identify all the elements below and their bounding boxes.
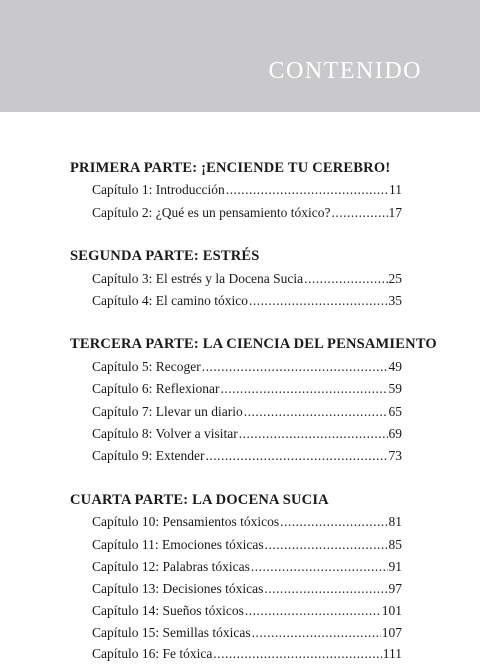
chapter-label: Capítulo 9: Extender: [92, 448, 205, 463]
chapter-entry[interactable]: [92, 537, 402, 553]
chapter-label: Capítulo 13: Decisiones tóxicas: [92, 581, 264, 596]
dot-leader: [244, 404, 388, 420]
chapter-page: 101: [381, 603, 402, 618]
chapter-entry[interactable]: [92, 404, 402, 420]
header-band: [0, 0, 480, 112]
chapter-entry[interactable]: [92, 581, 402, 597]
chapter-entry[interactable]: [92, 205, 402, 221]
chapter-entry[interactable]: [92, 559, 402, 575]
chapter-page: 97: [388, 581, 402, 596]
chapter-label: Capítulo 4: El camino tóxico: [92, 293, 248, 308]
page-title: CONTENIDO: [268, 58, 422, 84]
chapter-entry[interactable]: [92, 448, 402, 464]
chapter-label: Capítulo 12: Palabras tóxicas: [92, 559, 250, 574]
chapter-label: Capítulo 1: Introducción: [92, 182, 225, 197]
chapter-entry[interactable]: [92, 271, 402, 287]
chapter-entry[interactable]: [92, 603, 402, 619]
dot-leader: [239, 426, 388, 442]
chapter-label: Capítulo 3: El estrés y la Docena Sucia: [92, 271, 304, 286]
chapter-page: 17: [388, 205, 402, 220]
chapter-entry[interactable]: [92, 646, 402, 662]
chapter-page: 107: [381, 625, 402, 640]
dot-leader: [249, 293, 388, 309]
dot-leader: [265, 537, 388, 553]
chapter-page: 91: [388, 559, 402, 574]
chapter-page: 25: [388, 271, 402, 286]
chapter-entry[interactable]: [92, 625, 402, 641]
chapter-entry[interactable]: [92, 359, 402, 375]
dot-leader: [213, 646, 381, 662]
dot-leader: [205, 448, 387, 464]
part-title: CUARTA PARTE: LA DOCENA SUCIA: [70, 492, 329, 508]
dot-leader: [304, 271, 387, 287]
chapter-page: 111: [382, 646, 402, 661]
chapter-page: 11: [389, 182, 402, 197]
chapter-entry[interactable]: [92, 293, 402, 309]
chapter-label: Capítulo 5: Recoger: [92, 359, 201, 374]
chapter-entry[interactable]: [92, 514, 402, 530]
chapter-label: Capítulo 15: Semillas tóxicas: [92, 625, 251, 640]
dot-leader: [202, 359, 388, 375]
chapter-label: Capítulo 14: Sueños tóxicos: [92, 603, 244, 618]
part-title: SEGUNDA PARTE: ESTRÉS: [70, 248, 260, 264]
chapter-label: Capítulo 2: ¿Qué es un pensamiento tóxico?: [92, 205, 331, 220]
chapter-entry[interactable]: [92, 426, 402, 442]
chapter-page: 73: [388, 448, 402, 463]
chapter-label: Capítulo 10: Pensamientos tóxicos: [92, 514, 280, 529]
chapter-page: 69: [388, 426, 402, 441]
dot-leader: [251, 559, 388, 575]
chapter-page: 35: [388, 293, 402, 308]
dot-leader: [226, 182, 388, 198]
dot-leader: [220, 381, 387, 397]
chapter-page: 65: [388, 404, 402, 419]
chapter-label: Capítulo 6: Reflexionar: [92, 381, 220, 396]
chapter-label: Capítulo 16: Fe tóxica: [92, 646, 213, 661]
chapter-entry[interactable]: [92, 182, 402, 198]
dot-leader: [245, 603, 381, 619]
chapter-page: 49: [388, 359, 402, 374]
part-title: PRIMERA PARTE: ¡ENCIENDE TU CEREBRO!: [70, 160, 391, 176]
chapter-label: Capítulo 7: Llevar un diario: [92, 404, 243, 419]
chapter-label: Capítulo 11: Emociones tóxicas: [92, 537, 264, 552]
chapter-page: 85: [388, 537, 402, 552]
chapter-label: Capítulo 8: Volver a visitar: [92, 426, 238, 441]
dot-leader: [280, 514, 387, 530]
dot-leader: [264, 581, 387, 597]
chapter-page: 59: [388, 381, 402, 396]
dot-leader: [252, 625, 381, 641]
chapter-page: 81: [388, 514, 402, 529]
dot-leader: [331, 205, 387, 221]
part-title: TERCERA PARTE: LA CIENCIA DEL PENSAMIENTO: [70, 336, 437, 352]
chapter-entry[interactable]: [92, 381, 402, 397]
